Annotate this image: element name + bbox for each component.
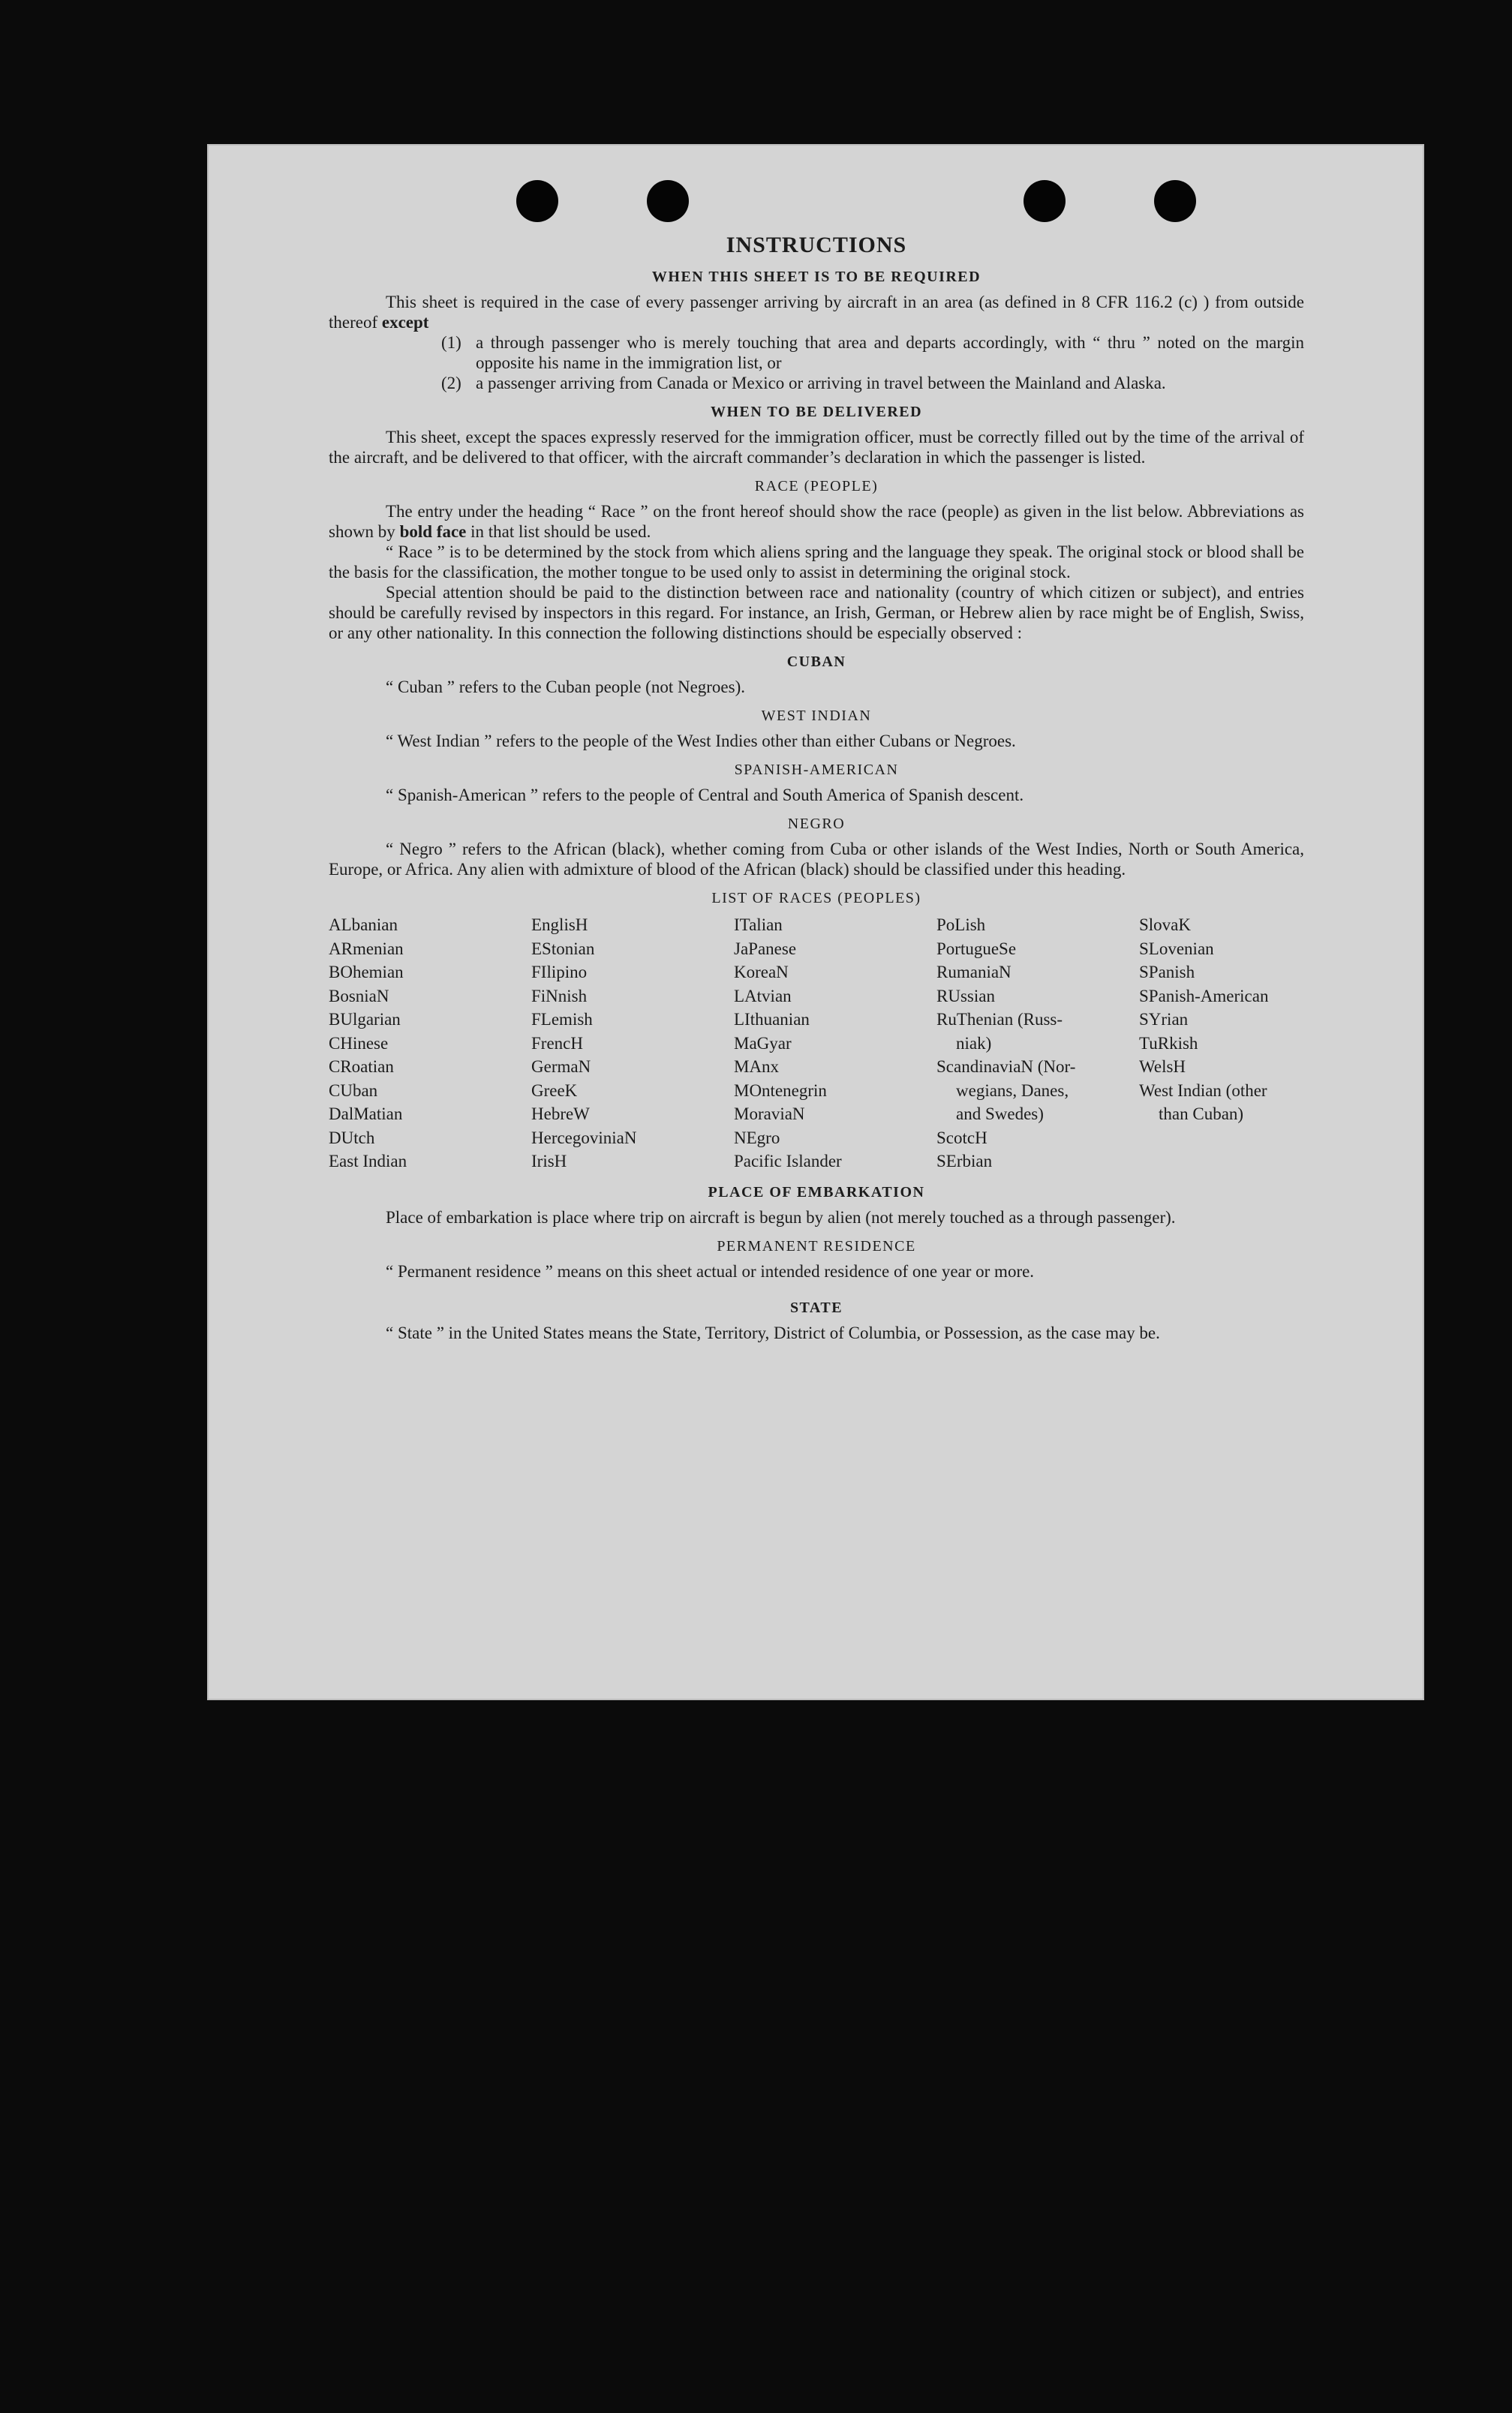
section-heading-spanish-american: SPANISH-AMERICAN (734, 762, 899, 778)
paragraph: This sheet is required in the case of every passenger arriving by aircraft in an area (as defined in 8 CFR 116.2 (c) ) from outside thereof except (329, 293, 1304, 332)
paragraph: “ State ” in the United States means the State, Territory, District of Columbia, or Possession, as the case may be. (386, 1323, 1160, 1342)
list-item: RuThenian (Russ- (936, 1010, 1063, 1029)
section-heading-cuban: CUBAN (786, 654, 846, 670)
list-item: CRoatian (329, 1057, 394, 1076)
section-heading-race: RACE (PEOPLE) (754, 478, 879, 494)
list-item: niak) (956, 1033, 992, 1053)
list-item: JaPanese (734, 939, 797, 958)
paragraph: Place of embarkation is place where trip on aircraft is begun by alien (not merely touched as a through passenger). (386, 1207, 1176, 1227)
list-item: FIlipino (531, 963, 588, 981)
list-item: ALbanian (329, 915, 398, 934)
instruction-sheet (207, 144, 1424, 1700)
list-item: CUban (329, 1080, 378, 1100)
paragraph: Special attention should be paid to the distinction between race and nationality (country of which citizen or subject), and entries should be carefully revised by inspectors in this regard. For instance, an Irish, German, or Hebrew alien by race might be of English, Swiss, or any other nationality. In this connection the following distinctions should be especially observed : (329, 583, 1304, 642)
list-item: BosniaN (329, 986, 389, 1005)
sheet-content (329, 233, 1304, 1343)
list-item: BUlgarian (329, 1010, 401, 1029)
list-item: MOntenegrin (734, 1080, 827, 1100)
list-item: RUssian (936, 986, 995, 1005)
list-item: East Indian (329, 1152, 407, 1170)
list-item: EStonian (531, 939, 595, 958)
races-column (1139, 913, 1304, 1173)
section-heading-state: STATE (789, 1299, 843, 1316)
races-column (936, 913, 1139, 1173)
list-item: LIthuanian (734, 1010, 810, 1029)
list-item: TuRkish (1139, 1033, 1198, 1053)
section-heading-embarkation: PLACE OF EMBARKATION (708, 1183, 925, 1200)
paragraph: The entry under the heading “ Race ” on the front hereof should show the race (people) as given in the list below. Abbreviations as shown by bold face in that list should be used. (329, 502, 1304, 541)
punch-hole (647, 180, 689, 222)
list-item: than Cuban) (1159, 1104, 1244, 1123)
list-item: EnglisH (531, 915, 588, 934)
list-item: BOhemian (329, 963, 404, 981)
list-item: HebreW (531, 1104, 590, 1123)
section-heading-negro: NEGRO (787, 816, 846, 832)
section-heading-west-indian: WEST INDIAN (761, 708, 872, 724)
paragraph: “ Spanish-American ” refers to the people of Central and South America of Spanish descent. (386, 786, 1024, 804)
list-item: IrisH (531, 1152, 567, 1170)
list-item: DUtch (329, 1128, 375, 1147)
section-heading-when-required: WHEN THIS SHEET IS TO BE REQUIRED (651, 269, 981, 285)
list-item: DalMatian (329, 1104, 403, 1123)
list-item: (1) a through passenger who is merely touching that area and departs accordingly, with “ thru ” noted on the margin opposite his name in the immigration list, or (441, 333, 1304, 372)
list-item: LAtvian (734, 986, 792, 1005)
list-item: FiNnish (531, 986, 588, 1005)
paragraph: “ Permanent residence ” means on this sheet actual or intended residence of one year or more. (386, 1261, 1035, 1281)
punch-hole (1154, 180, 1196, 222)
list-item: SYrian (1139, 1010, 1189, 1029)
list-item: RumaniaN (936, 963, 1012, 981)
races-column (531, 913, 734, 1173)
list-item: SPanish-American (1139, 986, 1269, 1005)
page-title: INSTRUCTIONS (726, 233, 907, 257)
paragraph: “ Negro ” refers to the African (black), whether coming from Cuba or other islands of the West Indies, North or South America, Europe, or Africa. Any alien with admixture of blood of the African (black) should be classified under this heading. (329, 840, 1304, 879)
punch-hole (516, 180, 558, 222)
punch-hole (1024, 180, 1066, 222)
section-heading-when-delivered: WHEN TO BE DELIVERED (710, 404, 923, 420)
list-item: GreeK (531, 1080, 578, 1100)
list-item: NEgro (734, 1128, 780, 1147)
list-item: MoraviaN (734, 1104, 805, 1123)
paragraph: This sheet, except the spaces expressly reserved for the immigration officer, must be correctly filled out by the time of the arrival of the aircraft, and be delivered to that officer, with the aircraft commander’s declaration in which the passenger is listed. (329, 428, 1304, 467)
races-column (329, 913, 531, 1173)
list-item: SPanish (1139, 963, 1195, 981)
list-item: ScotcH (936, 1128, 987, 1147)
list-item: ITalian (734, 915, 783, 934)
paragraph: “ West Indian ” refers to the people of the West Indies other than either Cubans or Negroes. (386, 732, 1016, 750)
list-item: WelsH (1139, 1057, 1186, 1076)
list-item: GermaN (531, 1057, 591, 1076)
list-item: MAnx (734, 1057, 780, 1076)
list-item: MaGyar (734, 1033, 792, 1053)
list-item: ScandinaviaN (Nor- (936, 1057, 1076, 1076)
list-item: PortugueSe (936, 939, 1017, 958)
list-item: West Indian (other (1139, 1080, 1267, 1100)
paragraph: “ Cuban ” refers to the Cuban people (not Negroes). (386, 678, 746, 696)
races-list (329, 913, 1304, 1173)
list-item: wegians, Danes, (956, 1080, 1069, 1100)
list-item: CHinese (329, 1033, 389, 1053)
list-item: SLovenian (1139, 939, 1214, 958)
list-item: KoreaN (734, 963, 789, 981)
list-item: ARmenian (329, 939, 404, 958)
list-item: FLemish (531, 1010, 593, 1029)
list-item: PoLish (936, 915, 986, 934)
list-item: and Swedes) (956, 1104, 1044, 1123)
list-item: SErbian (936, 1152, 993, 1170)
section-heading-list-of-races: LIST OF RACES (PEOPLES) (711, 890, 921, 906)
list-item: HercegoviniaN (531, 1128, 637, 1147)
list-item: Pacific Islander (734, 1152, 842, 1170)
paragraph: “ Race ” is to be determined by the stock from which aliens spring and the language they speak. The original stock or blood shall be the basis for the classification, the mother tongue to be used only to assist in determining the original stock. (329, 542, 1304, 581)
list-item: SlovaK (1139, 915, 1191, 934)
section-heading-residence: PERMANENT RESIDENCE (717, 1237, 916, 1255)
races-column (734, 913, 936, 1173)
list-item: (2) a passenger arriving from Canada or Mexico or arriving in travel between the Mainland and Alaska. (441, 374, 1166, 392)
list-item: FrencH (531, 1033, 583, 1053)
